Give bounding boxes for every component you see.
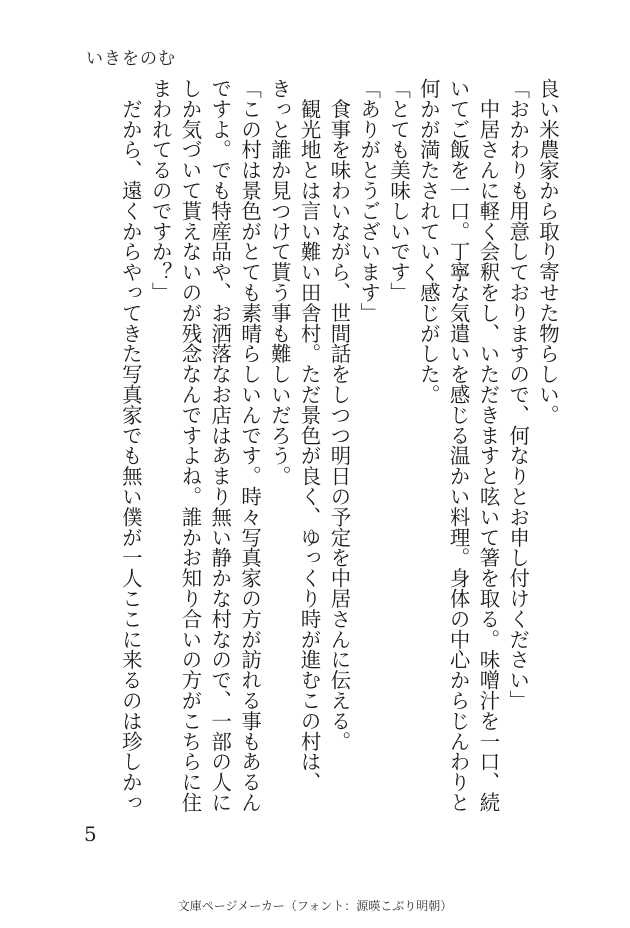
text-line: 何かが満たされていく感じがした。 — [416, 78, 441, 405]
text-line: 食事を味わいながら、世間話をしつつ明日の予定を中居さんに伝える。 — [327, 78, 352, 752]
running-title: いきをのむ — [86, 49, 176, 69]
text-line: ですよ。でも特産品や、お洒落なお店はあまり無い静かな村なので、一部の人に — [208, 78, 233, 813]
text-line: 「とても美味しいです」 — [387, 78, 412, 303]
text-line: いてご飯を一口。丁寧な気遣いを感じる温かい料理。身体の中心からじんわりと — [446, 78, 471, 813]
text-line: だから、遠くからやってきた写真家でも無い僕が一人ここに来るのは珍しかっ — [118, 78, 143, 813]
text-line: まわれてるのですか？」 — [148, 78, 173, 303]
text-line: 良い米農家から取り寄せた物らしい。 — [536, 78, 560, 425]
text-line: 中居さんに軽く会釈をし、いただきますと呟いて箸を取る。味噌汁を一口、続 — [476, 78, 501, 813]
text-line: 「この村は景色がとても素晴らしいんです。時々写真家の方が訪れる事もあるん — [238, 78, 263, 813]
text-line: 「おかわりも用意しておりますので、何なりとお申し付けください」 — [506, 78, 531, 711]
text-line: しか気づいて貰えないのが残念なんですよね。誰かお知り合いの方がこちらに住 — [178, 78, 203, 813]
footer-credit: 文庫ページメーカー（フォント：源暎こぶり明朝） — [177, 899, 453, 913]
body-text — [115, 78, 562, 813]
page-number: 5 — [84, 822, 97, 846]
text-line: 「ありがとうございます」 — [357, 78, 382, 323]
text-line: きっと誰か見つけて貰う事も難しいだろう。 — [267, 78, 292, 486]
text-line: 観光地とは言い難い田舎村。ただ景色が良く、ゆっくり時が進むこの村は、 — [297, 78, 322, 792]
